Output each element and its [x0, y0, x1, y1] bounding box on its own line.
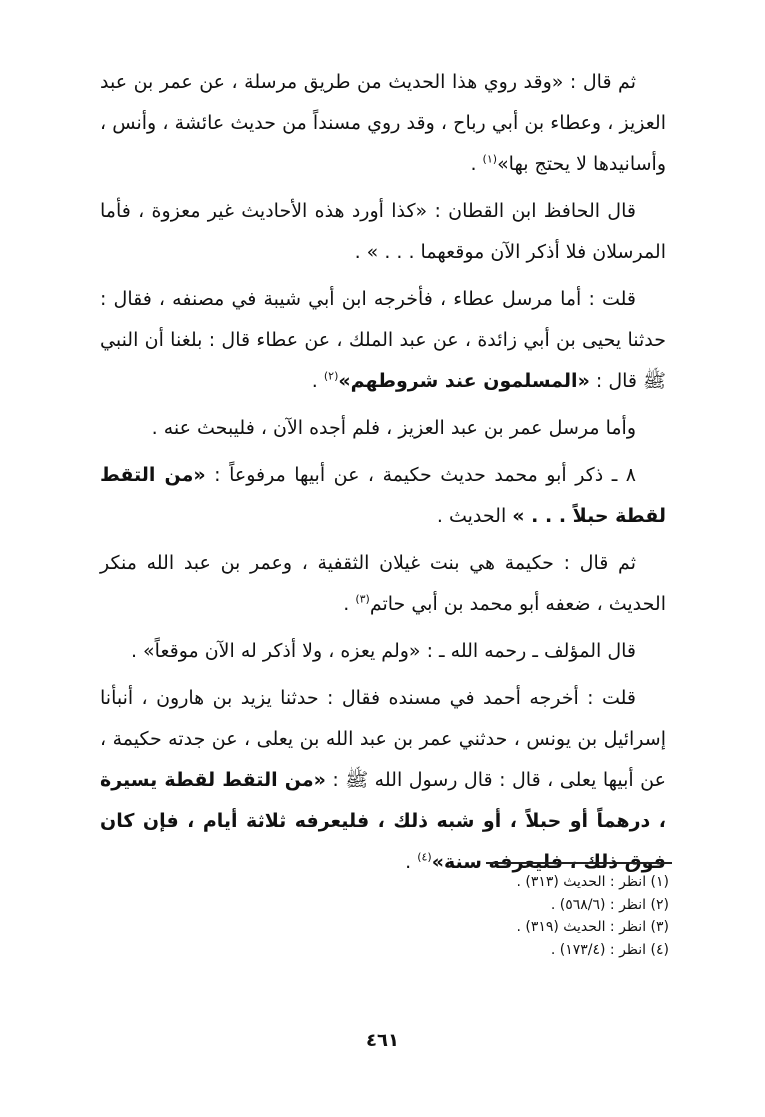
footnote-4: (٤) انظر : (١٧٣/٤) . [550, 941, 669, 958]
text-run: . [343, 593, 356, 615]
text-run: ثم قال : «وقد روي هذا الحديث من طريق مرسلة ، عن عمر بن عبد العزيز ، وعطاء بن أبي رباح ، وقد روي مسنداً من حديث عائشة ، وأنس ، وأسانيدها لا يحتج بها» [100, 71, 666, 175]
quoted-hadith-text: «من التقط لقطة حبلاً . . . » [100, 464, 666, 527]
footnote-reference: (٢) [323, 369, 339, 383]
text-run: ثم قال : حكيمة هي بنت غيلان الثقفية ، وعمر بن عبد الله منكر الحديث ، ضعفه أبو محمد بن أبي حاتم [100, 552, 666, 615]
paragraph [100, 408, 666, 449]
paragraph [100, 678, 666, 883]
main-text [100, 62, 666, 889]
text-run: وأما مرسل عمر بن عبد العزيز ، فلم أجده الآن ، فليبحث عنه . [151, 417, 636, 439]
footnote-reference: (٣) [355, 592, 370, 606]
footnote-separator [486, 862, 672, 864]
footnote-2: (٢) انظر : (٥٦٨/٦) . [550, 896, 669, 913]
footnote-reference: (١) [482, 152, 498, 166]
text-run: ٨ ـ ذكر أبو محمد حديث حكيمة ، عن أبيها مرفوعاً : [205, 464, 636, 486]
paragraph [100, 191, 666, 273]
paragraph [100, 279, 666, 402]
footnote-1: (١) انظر : الحديث (٣١٣) . [516, 874, 669, 890]
text-run: . [405, 851, 418, 873]
footnotes [369, 871, 669, 961]
text-run: الحديث . [436, 505, 513, 527]
quoted-hadith-text: «من التقط لقطة يسيرة ، درهماً أو حبلاً ، أو شبه ذلك ، فليعرفه ثلاثة أيام ، فإن كان فوق ذلك ، فليعرفه سنة» [100, 769, 666, 873]
quoted-hadith-text: «المسلمون عند شروطهم» [338, 370, 590, 392]
footnote-3: (٣) انظر : الحديث (٣١٩) . [516, 919, 669, 935]
paragraph [100, 455, 666, 537]
text-run: قلت : أخرجه أحمد في مسنده فقال : حدثنا يزيد بن هارون ، أنبأنا إسرائيل بن يونس ، حدثني عمر بن عبد الله بن يعلى ، عن جدته حكيمة ، عن أبيها يعلى ، قال : قال رسول الله ﷺ : [100, 687, 666, 791]
text-run: . [470, 153, 483, 175]
paragraph [100, 631, 666, 672]
footnote-reference: (٤) [417, 850, 432, 864]
text-run: . [311, 370, 324, 392]
paragraph [100, 62, 666, 185]
text-run: قال الحافظ ابن القطان : «كذا أورد هذه الأحاديث غير معزوة ، فأما المرسلان فلا أذكر الآن موقعهما . . . » . [100, 200, 666, 263]
page-number: ٤٦١ [366, 1030, 399, 1051]
text-run: قال المؤلف ـ رحمه الله ـ : «ولم يعزه ، ولا أذكر له الآن موقعاً» . [130, 640, 636, 662]
text-run: قلت : أما مرسل عطاء ، فأخرجه ابن أبي شيبة في مصنفه ، فقال : حدثنا يحيى بن أبي زائدة ، عن عبد الملك ، عن عطاء قال : بلغنا أن النبي ﷺ قال : [100, 288, 666, 392]
paragraph [100, 543, 666, 625]
